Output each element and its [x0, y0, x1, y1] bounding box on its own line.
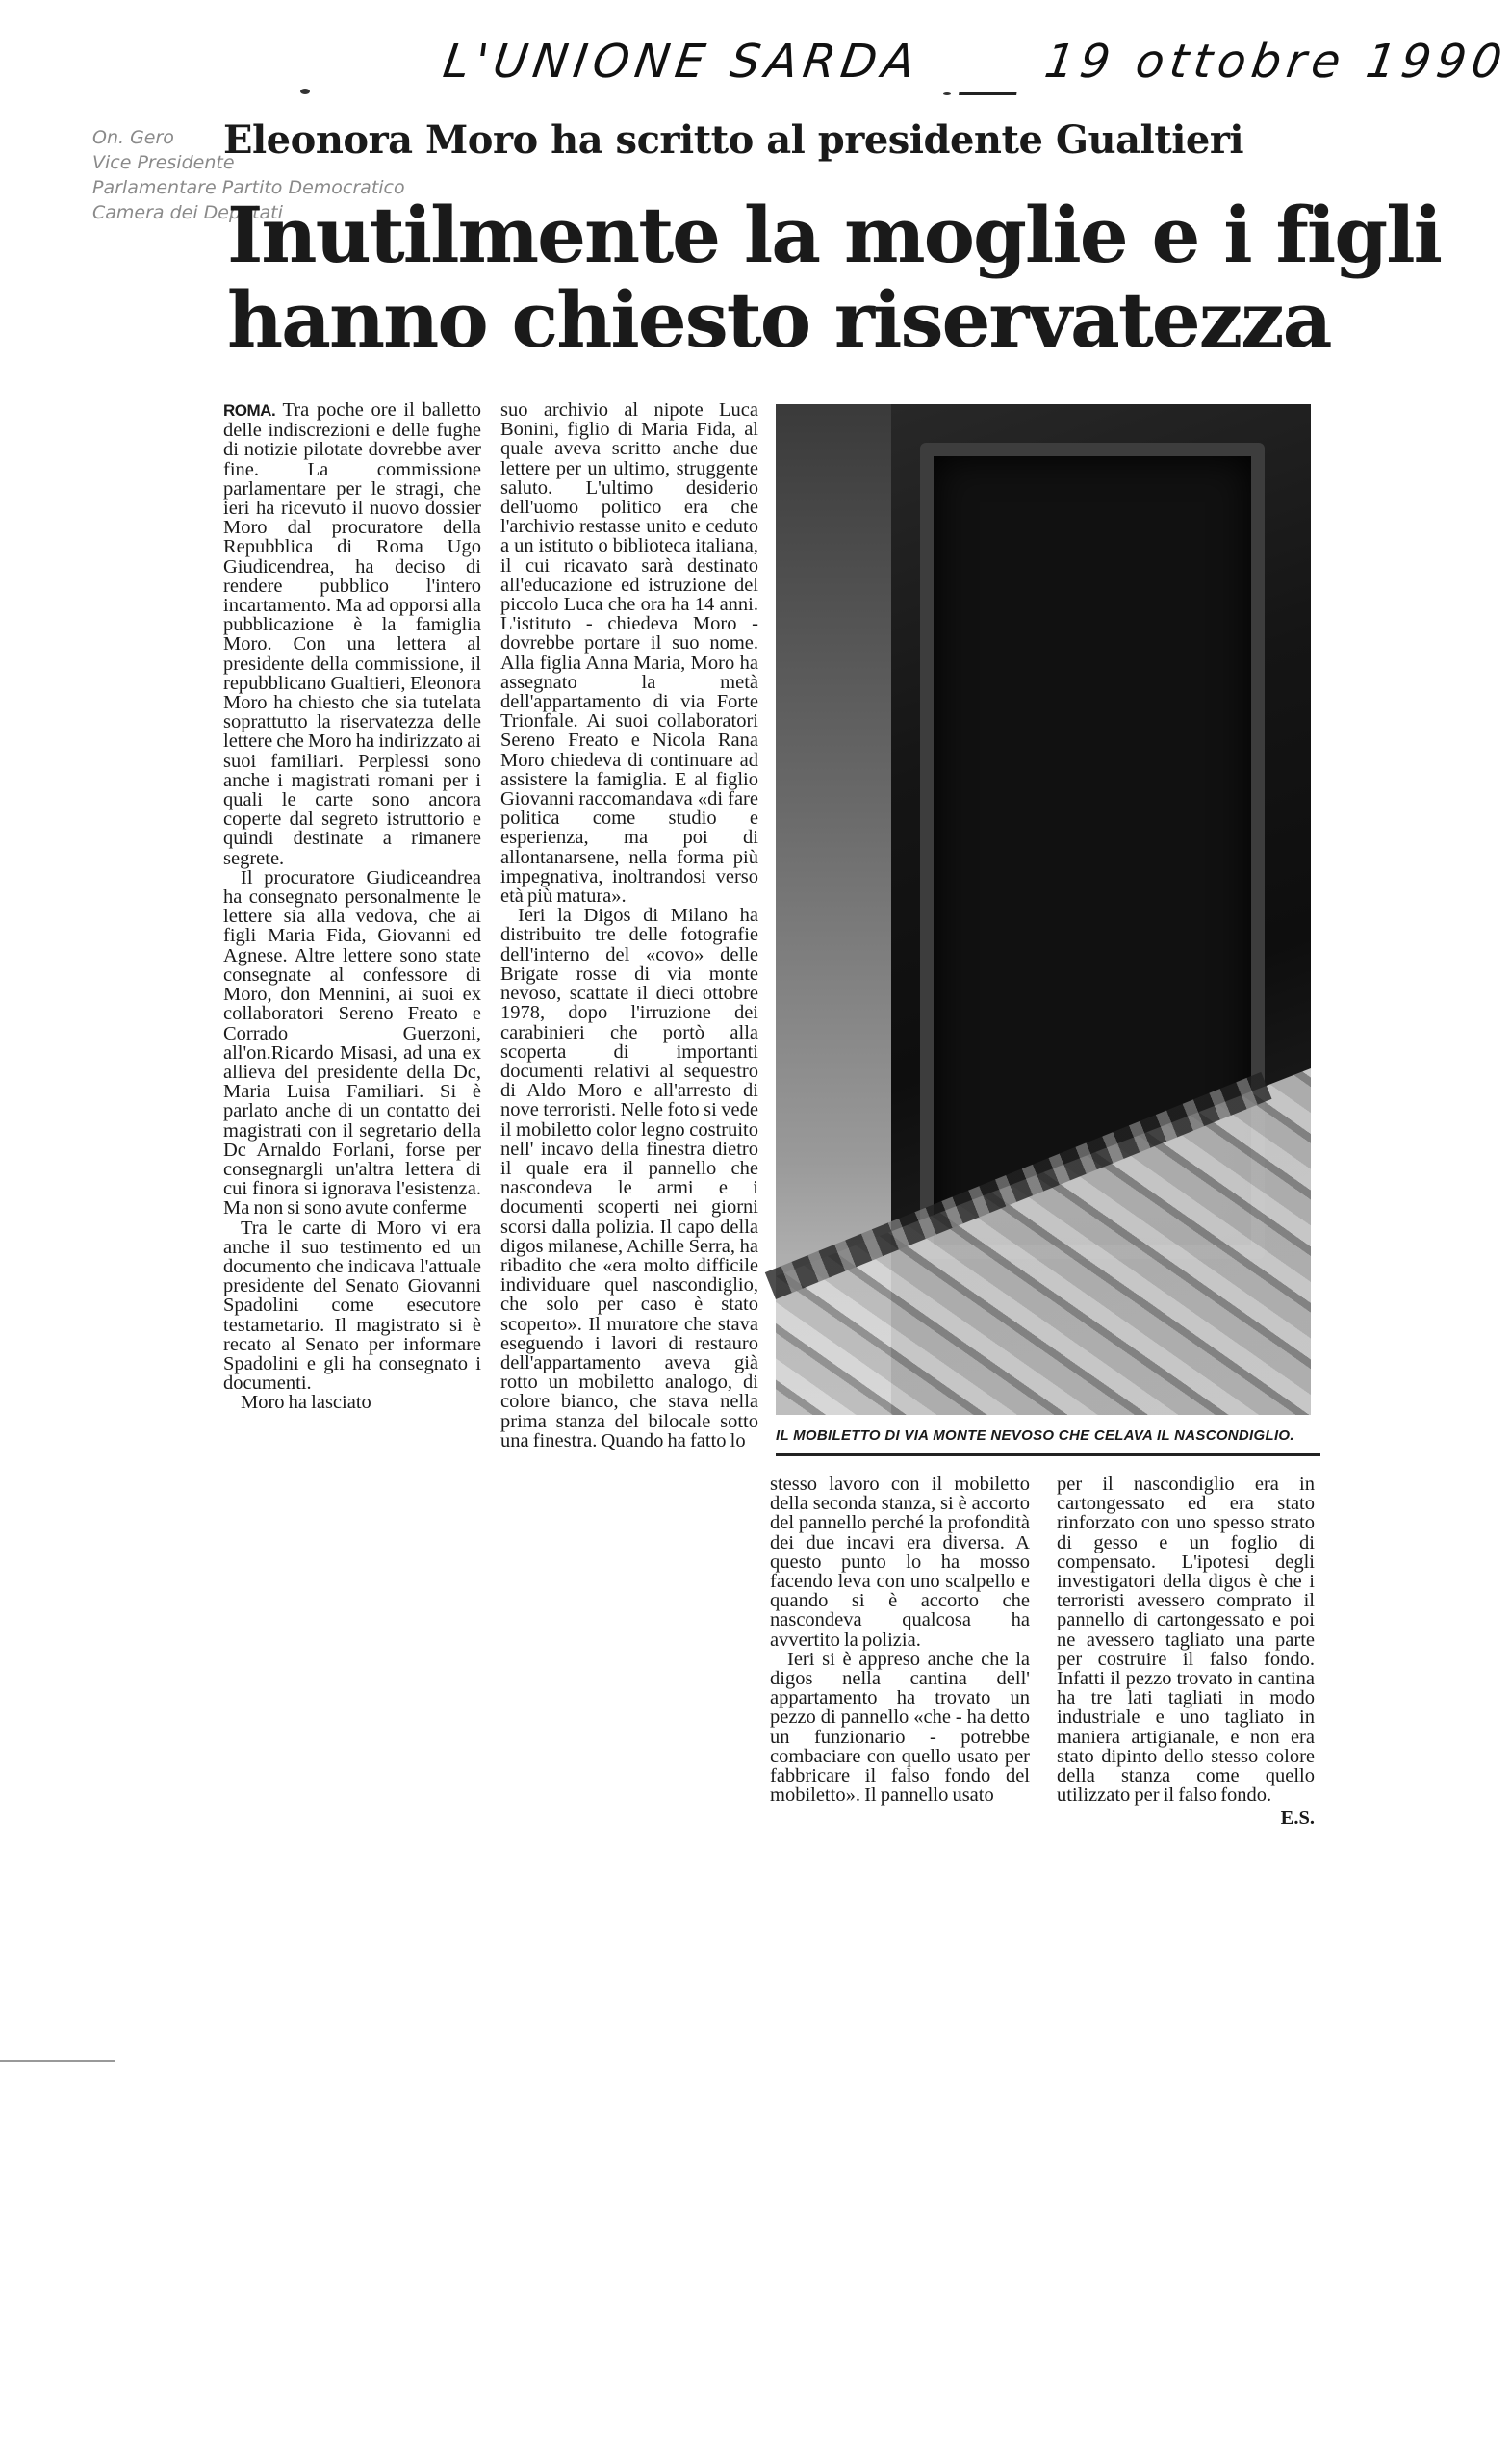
handwritten-source-note: [438, 35, 1511, 102]
handwritten-date: 19 ottobre 1990: [1041, 35, 1511, 89]
body-paragraph: Moro ha lasciato: [241, 1392, 371, 1414]
article-column-3: [770, 1475, 1030, 1975]
body-paragraph: stesso lavoro con il mobiletto della seconda stanza, si è accorto del pannello perché la profondità dei due incavi era diversa. A questo punto lo ha mosso facendo leva con uno scalpello e quando si è accorto che nascondeva qualcosa ha avvertito la polizia.: [770, 1474, 1030, 1651]
stamp-line: Vice Presidente: [92, 152, 235, 173]
headline-line: Inutilmente la moglie e i figli: [227, 190, 1441, 280]
headline-line: hanno chiesto riservatezza: [227, 274, 1331, 365]
scan-edge-line: [0, 2060, 115, 2062]
caption-underline: [776, 1453, 1320, 1456]
article-column-4: [1057, 1475, 1315, 1975]
article-headline: [227, 190, 1441, 365]
body-paragraph: Tra le carte di Moro vi era anche il suo testimento ed un documento che indicava l'attuale presidente del Senato Giovanni Spadolini come esecutore testametario. Il magistrato si è recato al Senato per informare Spadolini e gli ha consegnato i documenti.: [223, 1217, 481, 1395]
scan-speck: [300, 89, 310, 94]
body-paragraph: suo archivio al nipote Luca Bonini, figlio di Maria Fida, al quale aveva scritto anche due lettere per un ultimo, struggente saluto. L'ultimo desiderio dell'uomo politico era che l'archivio restasse unito e ceduto a un istituto o biblioteca italiana, il cui ricavato sarà destinato all'educazione ed istruzione del piccolo Luca che ora ha 14 anni. L'istituto - chiedeva Moro - dovrebbe portare il suo nome. Alla figlia Anna Maria, Moro ha assegnato la metà dell'appartamento di via Forte Trionfale. Ai suoi collaboratori Sereno Freato e Nicola Rana Moro chiedeva di continuare ad assistere la famiglia. E al figlio Giovanni raccomandava «di fare politica come studio e esperienza, ma poi di allontanarsene, nella forma più impegnativa, inoltrandosi verso età più matura».: [500, 399, 758, 908]
body-paragraph: [223, 400, 481, 868]
article-column-1: [223, 400, 481, 1969]
article-column-2: [500, 400, 758, 1969]
handwritten-publication: L'UNIONE SARDA: [440, 35, 924, 89]
body-paragraph: Ieri si è appreso anche che la digos nella cantina dell' appartamento ha trovato un pezzo di pannello «che - ha detto un funzionario - potrebbe combaciare con quello usato per fabbricare il falso fondo del mobiletto». Il pannello usato: [770, 1648, 1030, 1807]
body-paragraph: per il nascondiglio era in cartongessato ed era stato rinforzato con uno spesso strato di gesso e un foglio di compensato. L'ipotesi degli investigatori della digos è che i terroristi avessero comprato il pannello di cartongessato e poi ne avessero tagliato una parte per costruire il falso fondo. Infatti il pezzo trovato in cantina ha tre lati tagliati in modo industriale e uno tagliato in maniera artigianale, e non era stato dipinto dello stesso colore della stanza come quello utilizzato per il falso fondo.: [1057, 1474, 1315, 1807]
scan-speck: [943, 92, 951, 95]
handwritten-dash: [959, 92, 1016, 95]
article-kicker: Eleonora Moro ha scritto al presidente Gualtieri: [223, 117, 1244, 163]
body-paragraph: Ieri la Digos di Milano ha distribuito tre delle fotografie dell'interno del «covo» delle Brigate rosse di via monte nevoso, scattate il dieci ottobre 1978, dopo l'irruzione dei carabinieri che portò alla scoperta di importanti documenti relativi al sequestro di Aldo Moro e all'arresto di nove terroristi. Nelle foto si vede il mobiletto color legno costruito nell' incavo della finestra dietro il quale era il pannello che nascondeva le armi e i documenti scoperti nei giorni scorsi dalla polizia. Il capo della digos milanese, Achille Serra, ha ribadito che «era molto difficile individuare quel nascondiglio, che solo per caso è stato scoperto». Il muratore che stava eseguendo i lavori di restauro dell'appartamento aveva già rotto un mobiletto analogo, di colore bianco, che stava nella prima stanza del bilocale sotto una finestra. Quando ha fatto lo: [500, 905, 758, 1451]
body-text: Tra poche ore il balletto delle indiscrezioni e delle fughe di notizie pilotate dovrebbe aver fine. La commissione parlamentare per le stragi, che ieri ha ricevuto il nuovo dossier Moro dal procuratore della Repubblica di Roma Ugo Giudicendrea, ha deciso di rendere pubblico l'intero incartamento. Ma ad opporsi alla pubblicazione è la famiglia Moro. Con una lettera al presidente della commissione, il repubblicano Gualtieri, Eleonora Moro ha chiesto che sia tutelata soprattutto la riservatezza delle lettere che Moro ha indirizzato ai suoi familiari. Perplessi sono anche i magistrati romani per i quali le carte sono ancora coperte dal segreto istruttorio e quindi destinate a rimanere segrete.: [223, 399, 481, 869]
dateline: ROMA.: [223, 401, 276, 420]
stamp-line: Parlamentare Partito Democratico: [92, 177, 405, 198]
body-paragraph: Il procuratore Giudiceandrea ha consegnato personalmente le lettere sia alla vedova, che ai figli Maria Fida, Giovanni ed Agnese. Altre lettere sono state consegnate al confessore di Moro, don Mennini, ai suoi ex collaboratori Sereno Freato e Corrado Guerzoni, all'on.Ricardo Misasi, ad una ex allieva del presidente della Dc, Maria Luisa Familiari. Si è parlato anche di un contatto dei magistrati con il segretario della Dc Arnaldo Forlani, forse per consegnargli un'altra lettera di cui finora si ignorava l'esistenza. Ma non si sono avute conferme: [223, 866, 481, 1219]
stamp-line: On. Gero: [92, 127, 174, 148]
author-signature: E.S.: [1280, 1808, 1315, 1830]
photo-caption: IL MOBILETTO DI VIA MONTE NEVOSO CHE CELAVA IL NASCONDIGLIO.: [776, 1427, 1294, 1444]
hideout-photo: [776, 404, 1311, 1415]
stamp-line: Camera dei Deputati: [92, 202, 283, 223]
